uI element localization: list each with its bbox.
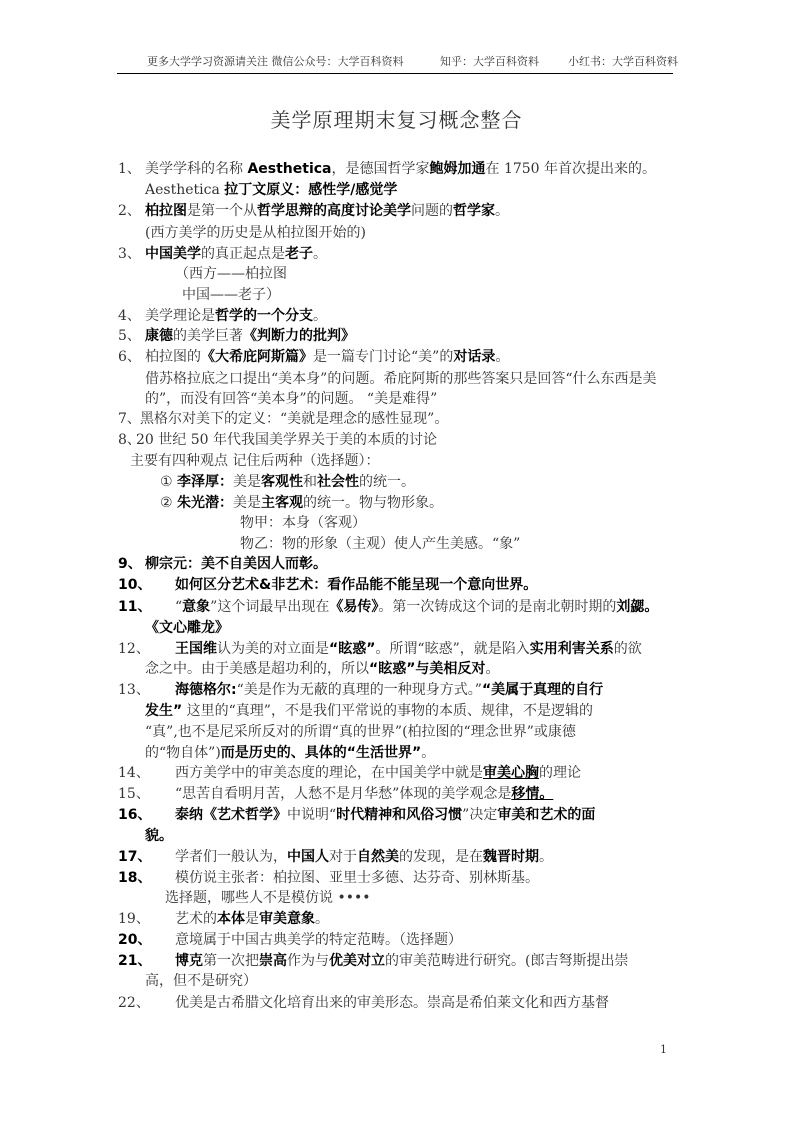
text-line bbox=[175, 869, 539, 887]
text-line bbox=[175, 576, 537, 594]
item-number: 21、 bbox=[118, 953, 152, 969]
text-line bbox=[145, 972, 257, 990]
bold-text: 海德格尔: bbox=[175, 682, 237, 698]
text-line bbox=[240, 514, 366, 532]
text-segment: (西方美学的历史是从柏拉图开始的) bbox=[145, 225, 366, 241]
text-segment: 。 bbox=[495, 203, 509, 219]
text-segment: 美学理论是 bbox=[145, 308, 215, 324]
bold-text: “美属于真理的自行 bbox=[481, 682, 604, 698]
bold-text: 客观性 bbox=[261, 474, 304, 490]
text-segment: “思苦自看明月苦，人愁不是月华愁”体现的美学观念是 bbox=[175, 786, 512, 802]
text-segment: 。所谓“眩惑”，就是陷入 bbox=[375, 641, 530, 657]
text-segment: 物乙：物的形象（主观）使人产生美感。“象” bbox=[240, 536, 521, 552]
bold-text: 康德 bbox=[145, 328, 173, 344]
text-segment: Aesthetica bbox=[145, 182, 225, 198]
bold-text: 柏拉图 bbox=[145, 203, 187, 219]
text-segment: （西方——柏拉图 bbox=[175, 266, 287, 282]
bold-text: 老子 bbox=[285, 246, 313, 262]
text-segment: ，是德国哲学家 bbox=[331, 161, 430, 177]
bold-text: 《判断力的批判》 bbox=[243, 328, 355, 344]
bold-text: 发生” bbox=[145, 703, 183, 719]
bold-text: 移情。 bbox=[511, 786, 554, 802]
item-number: 7、 bbox=[118, 411, 141, 427]
text-segment: 模仿说主张者：柏拉图、亚里士多德、达芬奇、别林斯基。 bbox=[175, 870, 539, 886]
text-segment: 问题的 bbox=[411, 203, 453, 219]
text-segment: ① bbox=[160, 474, 178, 490]
item-number: 8、 bbox=[118, 432, 141, 448]
item-number: 1、 bbox=[118, 161, 141, 177]
bold-text: 哲学家 bbox=[453, 203, 495, 219]
bold-text: 而是历史的、具体的“生活世界” bbox=[220, 745, 422, 761]
text-line bbox=[145, 307, 327, 325]
text-line bbox=[145, 202, 509, 220]
text-line bbox=[175, 764, 581, 782]
bold-text: 审美意象 bbox=[259, 911, 315, 927]
bold-text: 鲍姆加通 bbox=[429, 161, 486, 177]
text-segment: 。 bbox=[313, 246, 327, 262]
bold-text: Aesthetica bbox=[247, 161, 332, 177]
bold-text: 拉丁文原义：感性学/感觉学 bbox=[224, 182, 398, 198]
text-segment: 对于 bbox=[329, 849, 357, 865]
item-number: 16、 bbox=[118, 807, 152, 823]
text-segment: 是一篇专门讨论“美”的 bbox=[313, 349, 454, 365]
header-notice: 更多大学学习资源请关注 微信公众号：大学百科资料 bbox=[147, 55, 404, 68]
text-segment: “美是作为无蔽的真理的一种现身方式。” bbox=[236, 682, 482, 698]
text-segment: 的”，而没有回答“美本身”的问题。 “美是难得” bbox=[145, 391, 438, 407]
item-number: 5、 bbox=[118, 328, 141, 344]
page-title: 美学原理期末复习概念整合 bbox=[270, 108, 523, 132]
bold-text: 李泽厚： bbox=[177, 474, 234, 490]
bold-text: 崇高 bbox=[259, 953, 287, 969]
text-segment: 的“物自体”) bbox=[145, 745, 221, 761]
text-line bbox=[145, 702, 593, 720]
bold-text: 貌。 bbox=[145, 828, 173, 844]
item-number: 19、 bbox=[118, 911, 150, 927]
text-segment: 高，但不是研究） bbox=[145, 973, 257, 989]
item-number: 17、 bbox=[118, 849, 152, 865]
text-segment: 的真正起点是 bbox=[201, 246, 285, 262]
text-line bbox=[145, 827, 173, 845]
item-number: 3、 bbox=[118, 246, 141, 262]
text-segment: 主要有四种观点 记住后两种（选择题）： bbox=[130, 453, 380, 469]
text-line bbox=[175, 994, 609, 1012]
text-segment: 美是 bbox=[233, 474, 262, 490]
item-number: 22、 bbox=[118, 995, 150, 1011]
text-line bbox=[175, 952, 628, 970]
text-segment: 。 bbox=[313, 308, 327, 324]
text-line bbox=[175, 681, 603, 699]
text-segment: 。 bbox=[485, 661, 500, 677]
text-line bbox=[145, 619, 229, 637]
text-line bbox=[175, 931, 462, 949]
item-number: 11、 bbox=[118, 599, 152, 615]
text-line bbox=[145, 224, 366, 242]
text-segment: 这里的“真理”，不是我们平常说的事物的本质、规律，不是逻辑的 bbox=[182, 703, 593, 719]
text-segment: 美是 bbox=[233, 495, 262, 511]
bold-text: 对话录 bbox=[453, 349, 496, 365]
text-segment: 学者们一般认为， bbox=[175, 849, 287, 865]
text-segment: 意境属于中国古典美学的特定范畴。（选择题） bbox=[175, 932, 462, 948]
text-line bbox=[160, 473, 415, 491]
text-segment: 。 bbox=[315, 911, 329, 927]
text-line bbox=[145, 245, 327, 263]
bold-text: 意象 bbox=[182, 599, 211, 615]
bold-text: 泰纳《艺术哲学》 bbox=[175, 807, 287, 823]
page-number: 1 bbox=[660, 1043, 667, 1056]
bold-text: “眩惑” bbox=[329, 641, 376, 657]
text-segment: 作为与 bbox=[287, 953, 329, 969]
text-line bbox=[145, 555, 327, 573]
text-line bbox=[145, 660, 499, 678]
bold-text: 实用利害关系 bbox=[529, 641, 614, 657]
text-segment: 的理论 bbox=[539, 765, 581, 781]
bold-text: 主客观 bbox=[261, 495, 304, 511]
text-line bbox=[165, 889, 370, 907]
bold-text: 中国人 bbox=[287, 849, 329, 865]
bold-text: 时代精神和风俗习惯 bbox=[336, 807, 463, 823]
bold-text: 《易传》 bbox=[329, 599, 379, 615]
text-segment: 在 1750 年首次提出来的。 bbox=[485, 161, 657, 177]
text-line bbox=[182, 286, 280, 304]
bold-text: 审美和艺术的面 bbox=[497, 807, 596, 823]
text-segment: 美学学科的名称 bbox=[145, 161, 248, 177]
text-segment: 是 bbox=[245, 911, 259, 927]
header-xiaohongshu: 小红书：大学百科资料 bbox=[568, 55, 678, 68]
text-line bbox=[175, 785, 553, 803]
text-segment: 选择题，哪些人不是模仿说 •••• bbox=[165, 890, 371, 906]
text-line bbox=[140, 410, 448, 428]
text-segment: “ bbox=[175, 599, 183, 615]
text-segment: 的统一。 bbox=[359, 474, 416, 490]
text-segment: 念之中。由于美感是超功利的，所以 bbox=[145, 661, 369, 677]
text-line bbox=[145, 744, 435, 762]
bold-text: 魏晋时期 bbox=[483, 849, 539, 865]
text-line bbox=[240, 535, 520, 553]
text-segment: 的统一。物与物形象。 bbox=[303, 495, 444, 511]
item-number: 15、 bbox=[118, 786, 150, 802]
text-line bbox=[145, 160, 656, 178]
text-segment: 黑格尔对美下的定义：“美就是理念的感性显现”。 bbox=[140, 411, 449, 427]
text-segment: 认为美的对立面是 bbox=[217, 641, 329, 657]
bold-text: 本体 bbox=[217, 911, 245, 927]
bold-text: 社会性 bbox=[317, 474, 360, 490]
text-line bbox=[130, 452, 379, 470]
bold-text: 如何区分艺术&非艺术：看作品能不能呈现一个意向世界。 bbox=[175, 577, 538, 593]
header-zhihu: 知乎：大学百科资料 bbox=[440, 55, 539, 68]
bold-text: 审美心胸 bbox=[483, 765, 539, 781]
text-segment: 的发现，是在 bbox=[399, 849, 483, 865]
text-segment: 中说明“ bbox=[287, 807, 337, 823]
text-line bbox=[175, 598, 658, 616]
text-line bbox=[145, 348, 509, 366]
item-number: 10、 bbox=[118, 577, 152, 593]
text-segment: 的审美范畴进行研究。(郎吉弩斯提出崇 bbox=[385, 953, 629, 969]
text-line bbox=[145, 723, 576, 741]
bold-text: 中国美学 bbox=[145, 246, 201, 262]
text-segment: 和 bbox=[303, 474, 318, 490]
text-segment: 。 bbox=[421, 745, 436, 761]
item-number: 9、 bbox=[118, 556, 142, 572]
item-number: 2、 bbox=[118, 203, 141, 219]
text-segment: 借苏格拉底之口提出“美本身”的问题。希庇阿斯的那些答案只是回答“什么东西是美 bbox=[145, 371, 657, 387]
text-line bbox=[175, 910, 329, 928]
bold-text: 哲学的一个分支 bbox=[215, 308, 313, 324]
text-segment: 的美学巨著 bbox=[173, 328, 243, 344]
item-number: 13、 bbox=[118, 682, 150, 698]
text-line bbox=[175, 265, 287, 283]
item-number: 4、 bbox=[118, 308, 141, 324]
text-segment: 物甲：本身（客观） bbox=[240, 515, 366, 531]
bold-text: 王国维 bbox=[175, 641, 217, 657]
item-number: 20、 bbox=[118, 932, 152, 948]
text-line bbox=[175, 848, 553, 866]
text-line bbox=[160, 494, 443, 512]
header-rule bbox=[117, 73, 673, 74]
text-segment: 优美是古希腊文化培育出来的审美形态。崇高是希伯莱文化和西方基督 bbox=[175, 995, 609, 1011]
text-segment: ”决定 bbox=[462, 807, 498, 823]
text-segment: 柏拉图的 bbox=[145, 349, 201, 365]
bold-text: 刘勰。 bbox=[616, 599, 659, 615]
text-segment: 的欲 bbox=[613, 641, 642, 657]
text-segment: 第一次把 bbox=[203, 953, 259, 969]
item-number: 14、 bbox=[118, 765, 150, 781]
text-line bbox=[145, 370, 656, 388]
bold-text: 哲学思辩的高度讨论美学 bbox=[257, 203, 411, 219]
text-segment: ② bbox=[160, 495, 178, 511]
text-segment: 。 bbox=[495, 349, 510, 365]
text-line bbox=[145, 181, 397, 199]
item-number: 18、 bbox=[118, 870, 152, 886]
text-segment: “真”,也不是尼采所反对的所谓“真的世界”(柏拉图的“理念世界”或康德 bbox=[145, 724, 576, 740]
text-segment: 20 世纪 50 年代我国美学界关于美的本质的讨论 bbox=[136, 432, 437, 448]
bold-text: 柳宗元：美不自美因人而彰。 bbox=[145, 556, 327, 572]
text-line bbox=[136, 431, 437, 449]
bold-text: 博克 bbox=[175, 953, 203, 969]
text-segment: ”这个词最早出现在 bbox=[210, 599, 330, 615]
text-line bbox=[145, 327, 355, 345]
text-segment: 。第一次铸成这个词的是南北朝时期的 bbox=[378, 599, 617, 615]
item-number: 6、 bbox=[118, 349, 141, 365]
text-segment: 中国——老子） bbox=[182, 287, 280, 303]
bold-text: 优美对立 bbox=[329, 953, 385, 969]
bold-text: “眩惑”与美相反对 bbox=[369, 661, 486, 677]
text-segment: 艺术的 bbox=[175, 911, 217, 927]
bold-text: 朱光潜： bbox=[177, 495, 234, 511]
text-line bbox=[145, 390, 437, 408]
bold-text: 《大希庇阿斯篇》 bbox=[201, 349, 313, 365]
text-segment: 西方美学中的审美态度的理论，在中国美学中就是 bbox=[175, 765, 483, 781]
bold-text: 自然美 bbox=[357, 849, 399, 865]
text-segment: 是第一个从 bbox=[187, 203, 257, 219]
text-line bbox=[175, 640, 642, 658]
text-segment: 。 bbox=[539, 849, 553, 865]
bold-text: 《文心雕龙》 bbox=[145, 620, 229, 636]
item-number: 12、 bbox=[118, 641, 150, 657]
text-line bbox=[175, 806, 595, 824]
